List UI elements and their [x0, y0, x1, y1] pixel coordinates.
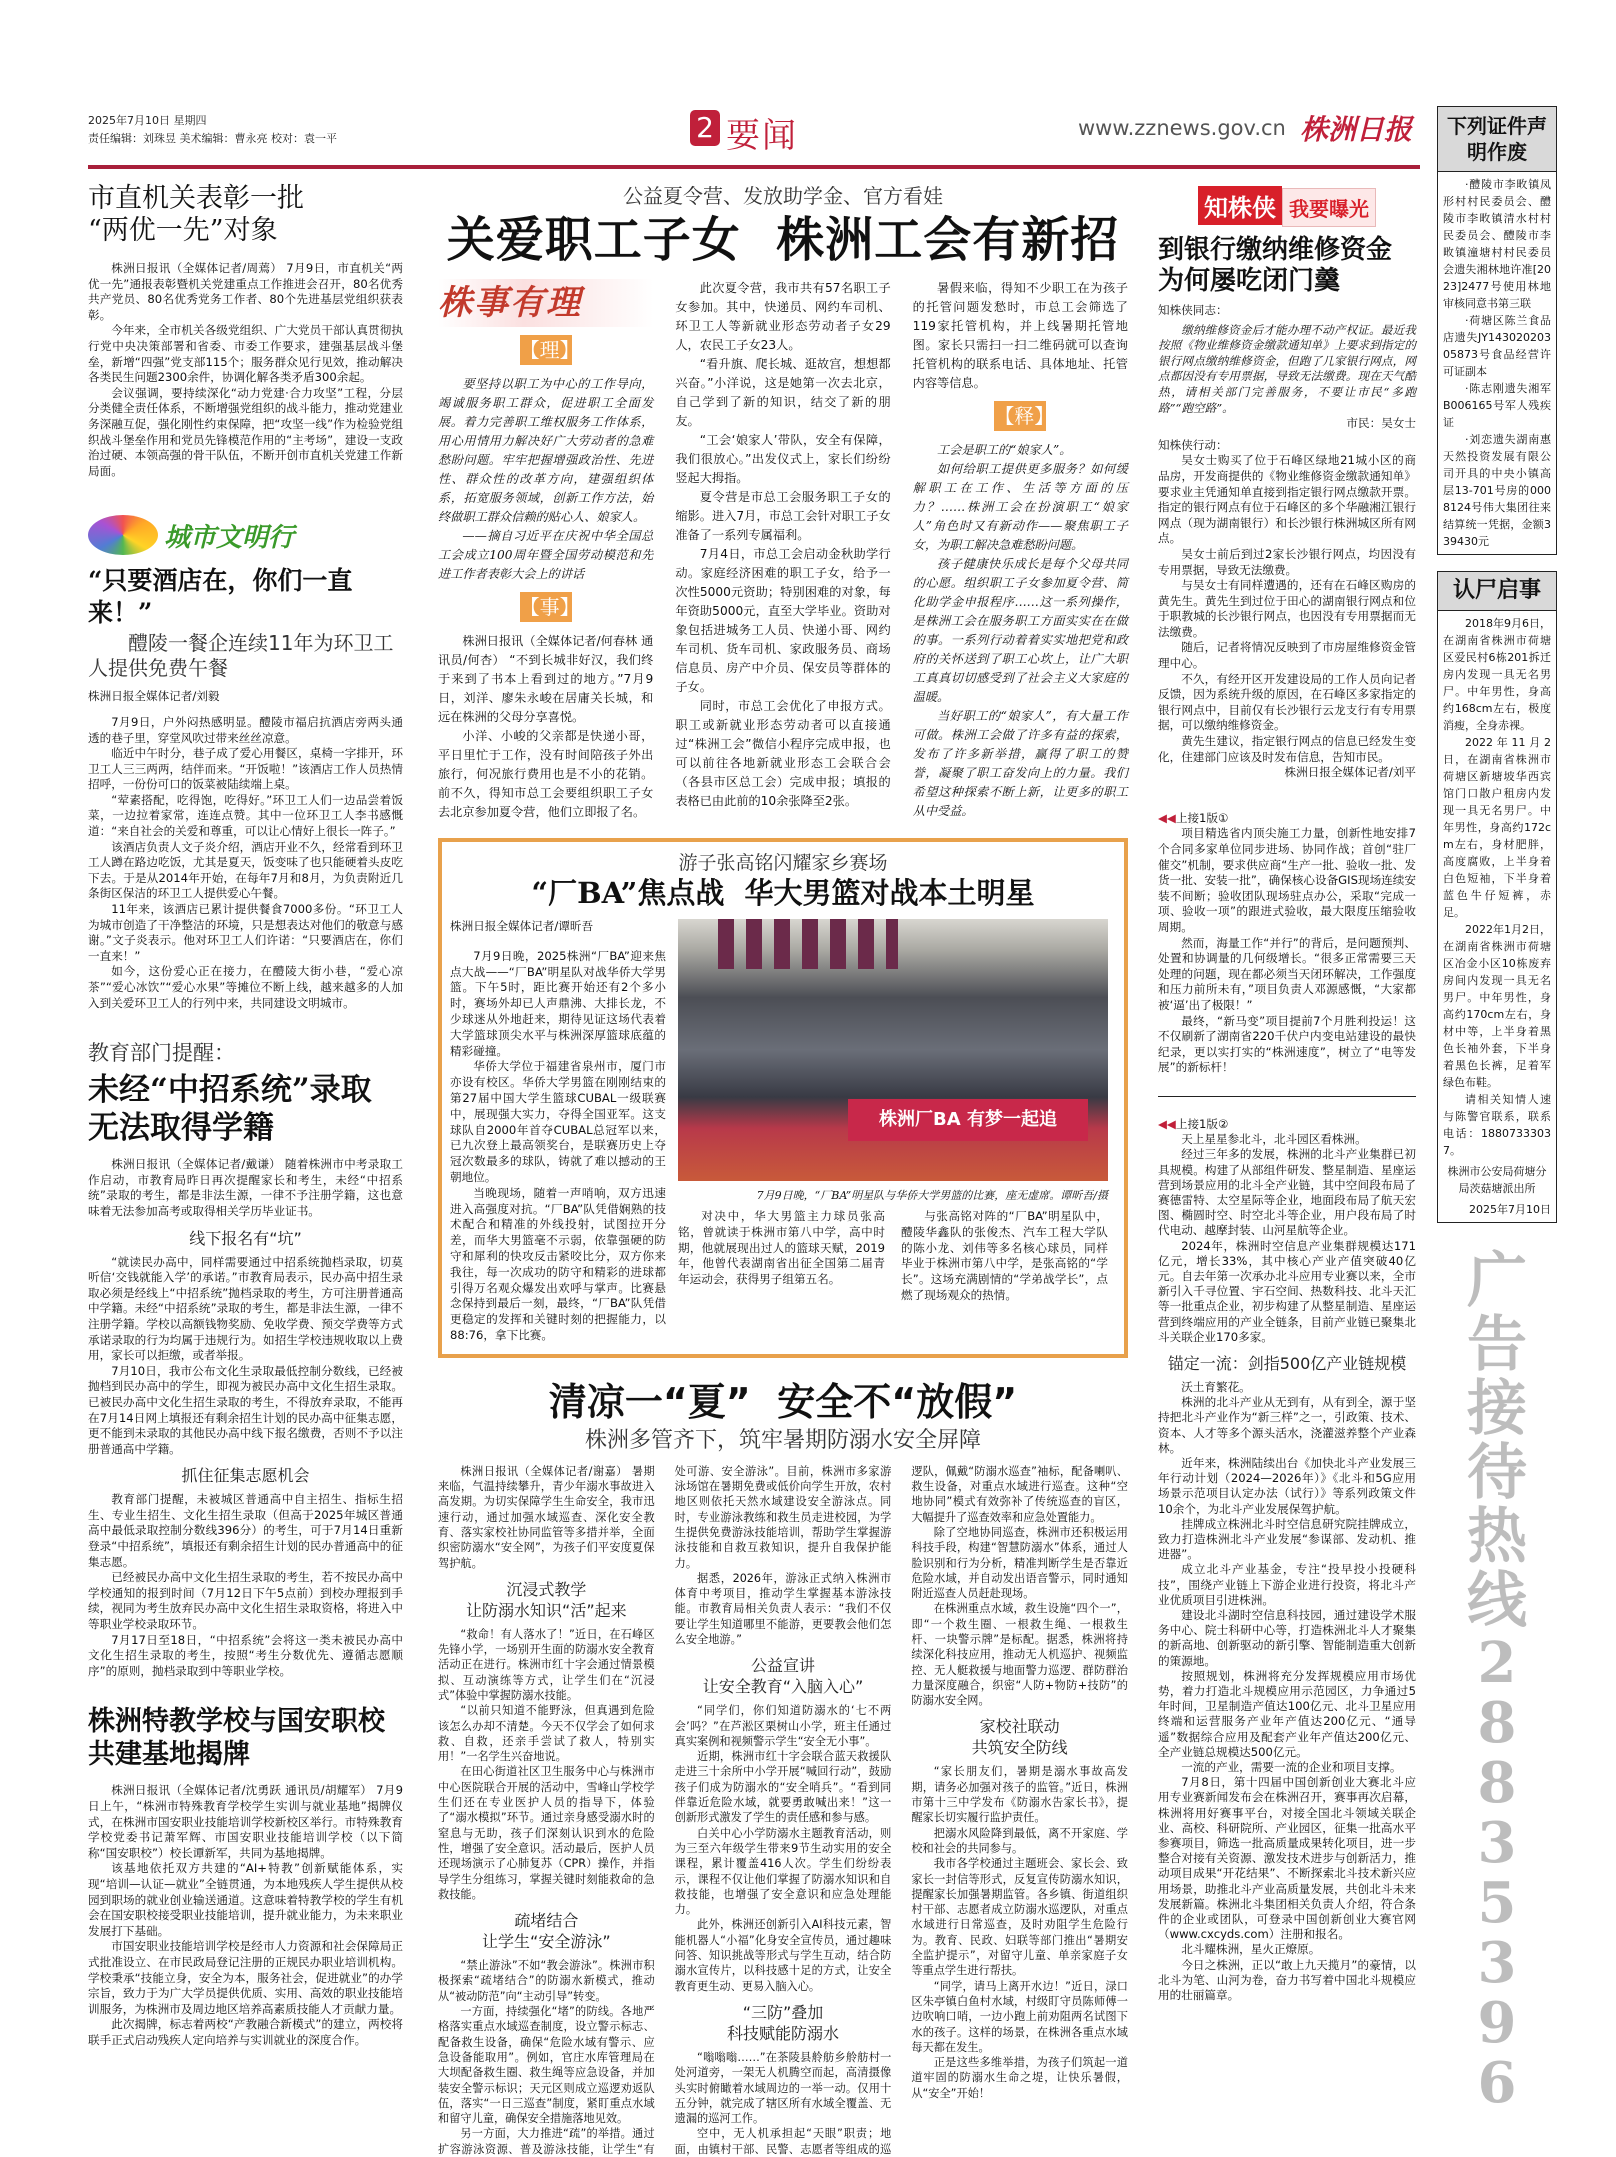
paragraph: 此外，株洲还创新引入AI科技元素，智能机器人“小福”化身安全宣传员，通过趣味问答、知识挑战等形式与学生互动，结合防溺水宣传片，以科技感十足的方式，让安全教育更生动、更易入脑入心。	[674, 1918, 892, 1993]
paragraph: “就读民办高中，同样需要通过中招系统抛档录取，切莫听信‘交钱就能入学’的承诺。”市教育局表示，民办高中招生录取必须是经线上“中招系统”抛档录取的考生，方可注册普通高中学籍。未经“中招系统”录取的考生，都是非法生源，一律不注册学籍。学校以高额钱物奖励、免收学费、预交学费等方式承诺录取的行为均属于违规行为。如招生学校违规收取以上费用，家长可以拒缴，或者举报。	[88, 1254, 403, 1363]
paragraph: 北斗耀株洲，星火正燎原。	[1181, 1942, 1321, 1957]
headline-line: 市直机关表彰一批	[88, 183, 304, 214]
paragraph: 会议强调，要持续深化“动力党建·合力攻坚”工程，分层分类健全责任体系，不断增强党组织的战斗能力，推动党建业务深融互促，强化刚性约束保障，把“攻坚一线”作为检验党组织战斗堡垒作用和党员先锋模范作用的“主考场”，建设一支政治过硬、本领高强的骨干队伍，不断开创市直机关党建工作新局面。	[88, 385, 403, 478]
article-body	[88, 715, 403, 1011]
paragraph: 把溺水风险降到最低，离不开家庭、学校和社会的共同参与。	[911, 1826, 1128, 1855]
photo-caption: 7月9日晚，“厂BA”明星队与华侨大学男篮的比赛，座无虚席。谭昕吾/摄	[756, 1189, 1108, 1202]
safety-article-header	[438, 1378, 1128, 1456]
paragraph: 市国安职业技能培训学校是经市人力资源和社会保障局正式批准设立、在市民政局登记注册的正规民办职业培训机构。学校秉承“技能立身，安全为本，服务社会，促进就业”的办学宗旨，致力于为广大学员提供优质、实用、高效的职业技能培训服务，为株洲市及周边地区培养高素质技能人才贡献力量。	[88, 1939, 403, 2016]
lost-documents-notice	[1437, 106, 1557, 555]
paragraph: 在田心街道社区卫生服务中心与株洲市中心医院联合开展的活动中，雪峰山学校学生们还在专业医护人员的指导下，体验了“溺水模拟”环节。通过亲身感受溺水时的窒息与无助，孩子们深刻认识到水的危险性，增强了安全意识。活动最后，医护人员还现场演示了心肺复苏（CPR）操作，并指导学生分组练习，掌握关键时刻能救命的急救技能。	[438, 1765, 655, 1901]
paragraph: 挂牌成立株洲北斗时空信息研究院挂牌成立，致力打造株洲北斗产业发展“参谋部、发动机、推进器”。	[1158, 1516, 1416, 1562]
paragraph: 此次揭牌，标志着两校“产教融合新模式”的建立，两校将联手正式启动残疾人定向培养与实训就业的深度合作。	[88, 2017, 403, 2047]
label-text: 上接1版①	[1175, 810, 1229, 825]
article-special-school	[88, 1705, 403, 2048]
commentary-body	[913, 441, 1128, 821]
paragraph: ·刘恋遗失湖南惠天然投资发展有限公司开具的中央小镇高层13-701号房的0008124号伟大集团往来结算统一凭据，金额339430元	[1443, 433, 1551, 548]
headline	[88, 1071, 403, 1147]
paragraph: 与张高铭对阵的“厂BA”明星队中，醴陵华鑫队的张俊杰、汽车工程大学队的陈小龙、刘伟等多名核心球员，同样毕业于株洲市第八中学，是张高铭的“学长”。这场充满剧情的“学弟战学长”，点燃了现场观众的热情。	[901, 1209, 1108, 1302]
paragraph: 我市各学校通过主题班会、家长会、致家长一封信等形式，反复宣传防溺水知识，提醒家长加强暑期监管。各乡镇、街道组织村干部、志愿者成立防溺水巡逻队，对重点水域进行日常巡查，及时劝阻学生危险行为。教育、民政、妇联等部门推出“暑期安全监护提示”，对留守儿童、单亲家庭子女等重点学生进行帮扶。	[911, 1857, 1128, 1978]
paragraph: “禁止游泳”不如“教会游泳”。株洲市积极探索“疏堵结合”的防溺水新模式，推动从“被动防范”向“主动引导”转变。	[438, 1959, 655, 2003]
column-logo: 株事有理	[438, 279, 653, 327]
reader-letter: 缴纳维修资金后才能办理不动产权证。最近我按照《物业维修资金缴款通知单》上要求到指定的银行网点缴纳维修资金，但跑了几家银行网点，网点都因没有专用票据，导致无法缴费。现在天气酷热，请相关部门完善服务，不要让市民“多跑路”“跑空路”。	[1158, 322, 1416, 415]
paragraph: 株洲日报讯（全媒体记者/戴谦） 随着株洲市中考录取工作启动，市教育局昨日再次提醒家长和考生，未经“中招系统”录取的考生，都是非法生源，一律不予注册学籍，这也意味着无法参加高考或取得相关学历毕业证书。	[88, 1157, 403, 1218]
paragraph: 如今，这份爱心正在接力，在醴陵大街小巷，“爱心凉茶”“爱心冰饮”“爱心水果”等摊位不断上线，越来越多的人加入到关爱环卫工人的行列中来，共同建设文明城市。	[88, 964, 403, 1010]
headline-line: 为何屡吃闭门羹	[1158, 266, 1341, 296]
logo-text: 城市文明行	[164, 523, 295, 554]
editor-credits: 责任编辑：刘珠昱 美术编辑：曹永亮 校对：袁一平	[88, 132, 337, 145]
paragraph: 经过三年多的发展，株洲的北斗产业集群已初具规模。构建了从部组件研发、整星制造、星座运营到场景应用的北斗全产业链，其中空间段布局了赛德雷特、太空星际等企业，地面段布局了航天宏图、椭圆时空、时空北斗等企业，用户段布局了时代电动、越摩封装、山河星航等企业。	[1158, 1147, 1416, 1238]
notice-title: 认尸启事	[1438, 572, 1556, 611]
byline: 株洲日报全媒体记者/刘毅	[88, 689, 220, 704]
paragraph: “工会‘娘家人’带队，安全有保障，我们很放心。”出发仪式上，家长们纷纷竖起大拇指。	[675, 433, 891, 485]
subheadline: 醴陵一餐企连续11年为环卫工人提供免费午餐	[88, 631, 394, 681]
paragraph: 株洲的北斗产业从无到有，从有到全，源于坚持把北斗产业作为“新三样”之一，引政策、技术、资本、人才等多个源头活水，浇灌滋养整个产业森林。	[1158, 1395, 1416, 1455]
headline: 清凉一“夏” 安全不“放假”	[548, 1379, 1018, 1424]
paragraph: 随后，记者将情况反映到了市房屋维修资金管理中心。	[1158, 640, 1416, 671]
paragraph: 吴女士前后到过2家长沙银行网点，均因没有专用票据，导致无法缴费。	[1158, 546, 1416, 577]
continued-article-1	[1158, 811, 1416, 1076]
paragraph: 近年来，株洲陆续出台《加快北斗产业发展三年行动计划（2024—2026年）》《北斗和5G应用场景示范项目认定办法（试行）》等系列政策文件10余个，为北斗产业发展保驾护航。	[1158, 1455, 1416, 1516]
ad-text: 广告接待热线	[1467, 1246, 1527, 1636]
paragraph: 近期，株洲市红十字会联合蓝天救援队走进三十余所中小学开展“喊回行动”，鼓励孩子们成为防溺水的“安全哨兵”。“看到同伴靠近危险水域，就要勇敢喊出来！”这一创新形式激发了学生的责任感和参与感。	[674, 1750, 892, 1825]
issue-date: 2025年7月10日 星期四	[88, 114, 207, 127]
photo-banner: 株洲厂BA 有梦一起追	[848, 1099, 1088, 1141]
paragraph: 然而，海量工作“并行”的背后，是问题预判、处置和协调量的几何级增长。“很多正常需要三天处理的问题，现在都必须当天闭环解决，工作强度和压力前所未有，”项目负责人邓源感慨，“大家都被‘逼’出了极限！”	[1158, 935, 1416, 1012]
headline: 关爱职工子女 株洲工会有新招	[446, 212, 1120, 268]
paragraph: 据悉，2026年，游泳正式纳入株洲市体育中考项目，推动学生掌握基本游泳技能。市教育局相关负责人表示：“我们不仅要让学生知道哪里不能游，更要教会他们怎么安全地游。”	[674, 1571, 892, 1646]
quote-body	[438, 375, 653, 584]
article-body	[88, 261, 403, 479]
greeting: 知株侠同志：	[1158, 303, 1228, 317]
paragraph: ·荷塘区陈兰食品店遗失JY14302020305873号食品经营许可证副本	[1443, 314, 1551, 378]
paragraph: 株洲日报讯（全媒体记者/何春林 通讯员/何杏） “不到长城非好汉，我们终于来到了书本上看到过的地方。”7月9日，刘洋、廖朱永峻在居庸关长城，和远在株洲的父母分享喜悦。	[438, 634, 654, 724]
headline: “厂BA”焦点战 华大男篮对战本土明星	[531, 876, 1035, 910]
paragraph: 7月17日至18日，“中招系统”会将这一类未被民办高中文化生招生录取的考生，按照“考生分数优先、遵循志愿顺序”的原则，抛档录取到中等职业学校。	[88, 1632, 403, 1678]
byline: 株洲日报全媒体记者/刘平	[1284, 765, 1416, 780]
left-column	[88, 183, 403, 2049]
article-free-lunch	[88, 509, 403, 1011]
paragraph: 教育部门提醒，未被城区普通高中自主招生、指标生招生、专业生招生、文化生招生录取（但高于2025年城区普通高中最低录取控制分数线396分）的考生，可于7月14日重新登录“中招系统”，填报还有剩余招生计划的民办普通高中的征集志愿。	[88, 1492, 403, 1569]
paragraph: 与吴女士有同样遭遇的，还有在石峰区购房的黄先生。黄先生到过位于田心的湖南银行网点和位于职教城的长沙银行网点，也因没有专用票据而无法缴费。	[1158, 578, 1416, 639]
center-column	[438, 180, 1128, 2157]
paragraph: 11年来，该酒店已累计提供餐食7000多份。“环卫工人为城市创造了干净整洁的环境，只是想表达对他们的敬意与感谢。”文子炎表示。他对环卫工人们许诺：“只要酒店在，你们一直来！”	[88, 902, 403, 963]
paragraph: 7月4日，市总工会启动金秋助学行动。家庭经济困难的职工子女，给予一次性5000元资助；特别困难的对象，每年资助5000元，直至大学毕业。资助对象包括进城务工人员、快递小哥、网约车司机、货车司机、家政服务员、商场信息员、房产中介员、保安员等群体的子女。	[675, 547, 891, 694]
paragraph: 在株洲重点水域，救生设施“四个一”，即“一个救生圈、一根救生绳、一根救生杆、一块警示牌”是标配。据悉，株洲将持续深化科技应用，推动无人机巡护、视频监控、无人艇救援与地面警力巡逻、群防群治力量深度融合，织密“人防+物防+技防”的防溺水安全网。	[911, 1602, 1128, 1708]
section-tag-shi2: 【释】	[994, 401, 1046, 431]
ad-hotline	[1465, 1246, 1529, 2116]
paragraph: 2022年11月2日，在湖南省株洲市荷塘区新塘坡华西宾馆门口散户租房内发现一具无名男尸。中年男性，身高约172cm左右，身材肥胖，高度腐败，上半身着白色短袖，下半身着蓝色牛仔短裤，赤足。	[1443, 736, 1551, 919]
paragraph: 吴女士购买了位于石峰区绿地21城小区的商品房，开发商提供的《物业维修资金缴款通知单》要求业主凭通知单直接到指定银行网点缴款开票。指定的银行网点有位于石峰区的多个华融湘江银行网点（现为湖南银行）和长沙银行株洲城区所有网点。	[1158, 453, 1416, 546]
logo-swirl-icon	[88, 515, 158, 555]
subheading: 沉浸式教学 让防溺水知识“活”起来	[466, 1579, 627, 1620]
paragraph: “同学，请马上离开水边！”近日，渌口区朱亭镇白鱼村水域，村级盯守员陈师傅一边吹响口哨，一边小跑上前劝阻两名试图下水的孩子。这样的场景，在株洲各重点水域每天都在发生。	[911, 1979, 1128, 2054]
subheading: 抓住征集志愿机会	[181, 1466, 310, 1486]
paragraph: 夏令营是市总工会服务职工子女的缩影。进入7月，市总工会针对职工子女准备了一系列专属福利。	[675, 490, 891, 542]
paragraph: 暑假来临，得知不少职工在为孩子的托管问题发愁时，市总工会筛选了119家托管机构，并上线暑期托管地图。家长只需扫一扫二维码就可以查询托管机构的联系电话、具体地址、托管内容等信息。	[912, 281, 1128, 390]
paragraph: 当晚现场，随着一声哨响，双方迅速进入高强度对抗。“厂BA”队凭借娴熟的技术配合和精准的外线投射，试图拉开分差，而华大男篮毫不示弱，依靠强硬的防守和犀利的快攻反击紧咬比分，双方你来我往，每一次成功的防守和精彩的进球都引得万名观众爆发出欢呼与掌声。比赛悬念保持到最后一刻，最终，“厂BA”队凭借更稳定的发挥和关键时刻的把握能力，以88:76，拿下比赛。	[450, 1185, 666, 1342]
paragraph: 对决中，华大男篮主力球员张高铭，曾就读于株洲市第八中学，高中时期，他就展现出过人的篮球天赋，2019年，他曾代表湖南省出征全国第二届青年运动会，获得男子组第五名。	[678, 1209, 885, 1287]
article-left-col	[450, 919, 666, 1344]
paragraph: ·醴陵市李畋镇凤形村村民委员会、醴陵市李畋镇清水村村民委员会、醴陵市李畋镇潼塘村村民委员会遗失湘林地许准[2023]2477号使用林地审核同意书第三联	[1443, 178, 1551, 310]
banner-flags	[718, 919, 898, 969]
article-party-commendation	[88, 183, 403, 479]
paragraph: 请相关知情人速与陈警官联系，联系电话：18807333037。	[1443, 1093, 1551, 1157]
headline-line: 到银行缴纳维修资金	[1158, 235, 1393, 265]
article-body	[1158, 826, 1416, 1076]
paragraph: 临近中午时分，巷子成了爱心用餐区，桌椅一字排开，环卫工人三三两两，结伴而来。“开饭啦！”该酒店工作人员热情招呼，一份份可口的饭菜被陆续端上桌。	[88, 746, 403, 792]
notice-issuer: 株洲市公安局荷塘分局茨菇塘派出所	[1447, 1165, 1547, 1195]
paragraph: 2022年1月2日，在湖南省株洲市荷塘区冶金小区10栋废弃房间内发现一具无名男尸。中年男性，身高约170cm左右，身材中等，上半身着黑色长袖外套，下半身着黑色长裤，足着军绿色布鞋。	[1443, 923, 1551, 1089]
logo-left: 知株侠	[1198, 186, 1282, 225]
paragraph: 一方面，持续强化“堵”的防线。各地严格落实重点水域巡查制度，设立警示标志、配备救生设备，确保“危险水域有警示、应急设备能取用”。例如，官庄水库管理局在大坝配备救生圈、救生绳等应急设备，并加装安全警示标识；天元区则成立巡逻劝返队伍，落实“一日三巡查”制度，紧盯重点水域和留守儿童，确保安全措施落地见效。	[438, 2005, 655, 2126]
paragraph: “荤素搭配，吃得饱，吃得好。”环卫工人们一边品尝着饭菜，一边拉着家常，连连点赞。其中一位环卫工人李书感慨道：“来自社会的关爱和尊重，可以让心情好上很长一阵子。”	[88, 792, 403, 839]
section-title: 要闻	[726, 116, 798, 156]
masthead-logo: 株洲日报	[1300, 113, 1413, 146]
paragraph: 黄先生建议，指定银行网点的信息已经发生变化，住建部门应该及时发布信息，告知市民。	[1158, 734, 1416, 764]
logo-right: 我要曝光	[1282, 188, 1376, 227]
paragraph: 白关中心小学防溺水主题教育活动，则为三至六年级学生带来9节生动实用的安全课程，累计覆盖416人次。学生们纷纷表示，课程不仅让他们掌握了防溺水知识和自救技能，也增强了安全意识和应急处理能力。	[674, 1826, 892, 1917]
notice-items	[1438, 611, 1556, 1163]
paragraph: 除了空地协同巡查，株洲市还积极运用科技手段，构建“智慧防溺水”体系，通过人脸识别和行为分析，精准判断学生是否靠近危险水域，并自动发出语音警示，同时通知附近巡查人员赶赴现场。	[911, 1525, 1128, 1601]
paragraph: 正是这些多维举措，为孩子们筑起一道道牢固的防溺水生命之堤，让快乐暑假，从“安全”开始！	[911, 2056, 1128, 2100]
paragraph: 另一方面，大力推进“疏”的举措。通过扩容游泳资源、普及游泳技能，让学生“有处可游、安全游泳”。目前，株洲市多家游泳场馆在暑期免费或低价向学生开放，农村地区则依托天然水域建设安全游泳点。同时，专业游泳教练和救生员走进校园，为学生提供免费游泳技能培训，帮助学生掌握游泳技能和自救互救知识，提升自我保护能力。	[438, 1464, 892, 2156]
kicker: 游子张高铭闪耀家乡赛场	[678, 852, 888, 874]
paragraph: 按照规划，株洲将充分发挥规模应用市场优势，着力打造北斗规模应用示范园区，力争通过5年时间，卫星制造产值达100亿元、北斗卫星应用终端和运营服务产业年产值达200亿元、“通导遥”数据综合应用及配套产业年产值达200亿元、全产业链总规模达500亿元。	[1158, 1668, 1416, 1759]
section-tag-shi: 【事】	[520, 592, 572, 622]
paragraph: “以前只知道不能野泳，但真遇到危险该怎么办却不清楚。今天不仅学会了如何求救、自救，还亲手尝试了救人，特别实用！”一名学生兴奋地说。	[438, 1704, 655, 1764]
paragraph: 该酒店负责人文子炎介绍，酒店开业不久，经常看到环卫工人蹲在路边吃饭，尤其是夏天，饭变味了也只能硬着头皮吃下去。于是从2014年开始，在每年7月和8月，为负责附近几条街区保洁的环卫工人提供爱心午餐。	[88, 839, 403, 901]
article-body	[88, 1783, 403, 2048]
right-column	[1158, 186, 1416, 2003]
paragraph: 今年来，全市机关各级党组织、广大党员干部认真贯彻执行党中央决策部署和省委、市委工作要求，建强基层战斗堡垒，新增“四强”党支部115个；服务群众见行见效，推动解决各类民生问题2300余件，协调化解各类矛盾300余起。	[88, 323, 403, 385]
article-enrollment	[88, 1037, 403, 1679]
paragraph: 7月9日晚，2025株洲“厂BA”迎来焦点大战——“厂BA”明星队对战华侨大学男篮。下午5时，距比赛开始还有2个多小时，赛场外却已人声鼎沸、大排长龙，不少球迷从外地赶来，期待见证这场代表着大学篮球顶尖水平与株洲深厚篮球底蕴的精彩碰撞。	[450, 948, 666, 1058]
paragraph: “同学们，你们知道防溺水的‘七不两会’吗？”在芦淞区栗树山小学，班主任通过真实案例和视频警示学生“安全无小事”。	[674, 1704, 892, 1748]
section-tag-li: 【理】	[520, 335, 572, 365]
double-arrow-icon: ◀◀	[1158, 810, 1176, 825]
paragraph: 孩子健康快乐成长是每个父母共同的心愿。组织职工子女参加夏令营、简化助学金申报程序……这一系列操作，是株洲工会在服务职工方面实实在在做的事。一系列行动着着实实地把党和政府的关怀送到了职工心坎上，让广大职工真真切切感受到了社会主义大家庭的温暖。	[912, 557, 1128, 704]
paragraph: 空中，无人机承担起“天眼”职责；地面，由镇村干部、民警、志愿者等组成的巡逻队，佩戴“防溺水巡查”袖标，配备喇叭、救生设备，对重点水域进行巡查。这种“空地协同”模式有效弥补了传统巡查的盲区，大幅提升了巡查效率和应急处置能力。	[674, 1464, 1128, 2156]
article-body	[88, 1157, 403, 1679]
paragraph: “看升旗、爬长城、逛故宫，想想都兴奋。”小洋说，这是她第一次去北京，自己学到了新的知识，结交了新的朋友。	[675, 357, 891, 428]
paragraph: 成立北斗产业基金，专注“投早投小投硬科技”，围绕产业链上下游企业进行投资，将北斗产业优质项目引进株洲。	[1158, 1562, 1416, 1607]
paragraph: 要坚持以职工为中心的工作导向，竭诚服务职工群众，促进职工全面发展。着力完善职工维权服务工作体系，用心用情用力解决好广大劳动者的急难愁盼问题。牢牢把握增强政治性、先进性、群众性的改革方向，建强组织体系，拓宽服务领域，创新工作方法，始终做职工群众信赖的贴心人、娘家人。	[438, 377, 654, 524]
paragraph: 不久，有经开区开发建设局的工作人员向记者反馈，因为系统升级的原因，在石峰区多家指定的银行网点中，目前仅有长沙银行云龙支行有专用票据，可以缴纳维修资金。	[1158, 671, 1416, 733]
basketball-arena-photo	[678, 919, 1108, 1181]
article-body-continued	[678, 1209, 1108, 1304]
page-number-badge: 2	[690, 110, 720, 146]
paragraph: ——摘自习近平在庆祝中华全国总工会成立100周年暨全国劳动模范和先进工作者表彰大会上的讲话	[438, 529, 654, 581]
paragraph: 如何给职工提供更多服务？如何缓解职工在工作、生活等方面的压力？……株洲工会在扮演职工“娘家人”角色时又有新动作——聚焦职工子女，为职工解决急难愁盼问题。	[912, 462, 1128, 552]
paragraph: 7月9日，户外闷热感明显。醴陵市福启抗酒店旁两头通透的巷子里，穿堂风吹过带来丝丝凉意。	[88, 714, 403, 745]
paragraph: “救命！有人落水了！”近日，在石峰区先锋小学，一场别开生面的防溺水安全教育活动正在进行。株洲市红十字会通过情景模拟、互动演练等方式，让学生们在“沉浸式”体验中掌握防溺水技能。	[438, 1627, 655, 1702]
headline	[1158, 235, 1416, 297]
civilization-logo	[88, 509, 403, 561]
label-text: 上接1版②	[1175, 1116, 1229, 1131]
headline-line: 株洲特教学校与国安职校	[88, 1706, 385, 1738]
subheading: 疏堵结合 让学生“安全游泳”	[482, 1911, 611, 1952]
headline-line: 未经“中招系统”录取	[88, 1072, 372, 1109]
article-right-col	[678, 919, 1108, 1344]
kicker: 教育部门提醒：	[88, 1041, 235, 1066]
basketball-article-grid	[450, 919, 1116, 1344]
ad-phone: 28835396	[1477, 1630, 1517, 2116]
subheading: 锚定一流：剑指500亿产业链规模	[1167, 1353, 1407, 1373]
safety-article-body	[438, 1464, 1128, 2157]
notice-title: 下列证件声明作废	[1438, 107, 1556, 172]
double-arrow-icon: ◀◀	[1158, 1116, 1176, 1131]
continued-article-2	[1158, 1117, 1416, 2003]
paragraph: 建设北斗湖时空信息科技园，通过建设学术服务中心、院士科研中心等，打造株洲北斗人才聚集的新高地、创新驱动的新引擎、智能制造重大创新的策源地。	[1158, 1608, 1416, 1668]
article-body	[1158, 1132, 1416, 2003]
paragraph: 工会是职工的“娘家人”。	[937, 443, 1072, 457]
article-body	[450, 949, 666, 1344]
paragraph: “嗡嗡嗡……”在茶陵县舲舫乡舲舫村一处河道旁，一架无人机腾空而起，高清摄像头实时俯瞰着水域周边的一举一动。仅用十五分钟，就完成了辖区所有水域全覆盖、无遗漏的巡河工作。	[674, 2050, 892, 2126]
paragraph: 华侨大学位于福建省泉州市，厦门市亦设有校区。华侨大学男篮在刚刚结束的第27届中国大学生篮球CUBAL一级联赛中，展现强大实力，夺得全国亚军。这支球队自2000年首夺CUBAL总冠军以来，已九次登上最高领奖台，是联赛历史上夺冠次数最多的球队，铸就了难以撼动的王朝地位。	[450, 1059, 666, 1184]
lead-article-header	[438, 180, 1128, 271]
article-repair-fund	[1158, 186, 1416, 781]
notice-date: 2025年7月10日	[1469, 1203, 1551, 1216]
headline: “只要酒店在，你们一直来！”	[88, 566, 353, 628]
paragraph: 7月8日，第十四届中国创新创业大赛北斗应用专业赛新闻发布会在株洲召开，赛事再次启幕，株洲将用好赛事平台，对接全国北斗领域关联企业、高校、科研院所、产业园区，征集一批高水平参赛项目，筛选一批高质量成果转化项目，进一步整合对接有关资源、激发技术进步与创新活力，推动项目成果“开花结果”、不断探索北斗技术新兴应用场景，助推北斗产业高质量发展，共创北斗未来发展新篇。株洲北斗集团相关负责人介绍，符合条件的企业或团队，可登录中国创新创业大赛官网（www.cxcyds.com）注册和报名。	[1158, 1775, 1416, 1942]
kicker: 公益夏令营、发放助学金、官方看娃	[623, 184, 943, 208]
subheading: 公益宣讲 让安全教育“入脑入心”	[702, 1656, 864, 1697]
divider	[1158, 1096, 1416, 1097]
subheading: 家校社联动 共筑安全防线	[971, 1717, 1068, 1758]
paragraph: 株洲日报讯（全媒体记者/谢嘉） 暑期来临，气温持续攀升，青少年溺水事故进入高发期。为切实保障学生生命安全，我市迅速行动，通过加强水域巡查、深化安全教育、落实家校社协同监管等多措并举，全面织密防溺水“安全网”，为孩子们平安度夏保驾护航。	[438, 1464, 655, 1570]
subheading: 线下报名有“坑”	[189, 1228, 302, 1248]
header-divider	[88, 165, 1420, 169]
paragraph: 小洋、小峻的父亲都是快递小哥，平日里忙于工作，没有时间陪孩子外出旅行，何况旅行费用也是不小的花销。前不久，得知市总工会要组织职工子女去北京参加夏令营，他们立即报了名。	[438, 729, 654, 819]
paragraph: 株洲日报讯（全媒体记者/沈勇跃 通讯员/胡耀军） 7月9日上午，“株洲市特殊教育学校学生实训与就业基地”揭牌仪式，在株洲市国安职业技能培训学校新校区举行。市特殊教育学校党委书记萧军辉、市国安职业技能培训学校（以下简称“国安职校”）校长谭新军，共同为基地揭牌。	[88, 1783, 403, 1860]
action-label: 知株侠行动：	[1158, 437, 1228, 452]
expose-logo	[1158, 186, 1416, 227]
continued-label	[1158, 1117, 1416, 1132]
paragraph: 项目精选省内顶尖施工力量，创新性地安排7个合同多家单位同步进场、协同作战；首创“驻厂催交”机制，要求供应商“生产一批、验收一批、发货一批、安装一批”，确保核心设备GIS现场连续安装不间断；验收团队现场驻点办公，采取“完成一项、验收一项”的跟进式验收，最大限度压缩验收周期。	[1158, 826, 1416, 934]
headline-line: 共建基地揭牌	[88, 1739, 250, 1771]
headline-line: 无法取得学籍	[88, 1110, 274, 1147]
headline-line: “两优一先”对象	[88, 215, 278, 246]
paragraph: 天上星星参北斗，北斗园区看株洲。	[1181, 1132, 1367, 1147]
paragraph: 此次夏令营，我市共有57名职工子女参加。其中，快递员、网约车司机、环卫工人等新就业形态劳动者子女29人，农民工子女23人。	[675, 281, 891, 352]
subheadline: 株洲多管齐下，筑牢暑期防溺水安全屏障	[584, 1427, 981, 1453]
lead-article-body	[438, 279, 1128, 822]
notice-items	[1438, 172, 1556, 554]
paragraph: “家长朋友们，暑期是溺水事故高发期，请务必加强对孩子的监管。”近日，株洲市第十三中学发布《防溺水告家长书》，提醒家长切实履行监护责任。	[911, 1765, 1128, 1825]
paragraph: 已经被民办高中文化生招生录取的考生，若不按民办高中学校通知的报到时间（7月12日下午5点前）到校办理报到手续，视同为考生放弃民办高中文化生招生录取资格，将进入中等职业学校录取环节。	[88, 1570, 403, 1632]
paragraph: 株洲日报讯（全媒体记者/周蔫） 7月9日，市直机关“两优一先”通报表彰暨机关党建重点工作推进会召开，80名优秀共产党员、80名优秀党务工作者、80个先进基层党组织获表彰。	[88, 261, 403, 322]
paragraph: 2024年，株洲时空信息产业集群规模达171亿元，增长33%，其中核心产业产值突破40亿元。自去年第一次承办北斗应用专业赛以来，全市新引入千寻位置、宇石空间、热数科技、北斗天汇等一批重点企业，初步构建了从整星制造、星座运营到终端应用的产业全链条，目前产业链已聚集北斗关联企业170多家。	[1158, 1238, 1416, 1344]
letter-signer: 市民：吴女士	[1346, 416, 1416, 431]
basketball-article-box	[438, 838, 1128, 1358]
paragraph: 该基地依托双方共建的“AI+特教”创新赋能体系，实现“培训—认证—就业”全链贯通，为本地残疾人学生提供从校园到职场的就业创业输送通道。这意味着特教学校的学生有机会在国安职校接受职业技能培训，提升就业能力，为未来职业发展打下基础。	[88, 1861, 403, 1938]
paragraph: 今日之株洲，正以“敢上九天揽月”的豪情，以北斗为笔、山河为卷，奋力书写着中国北斗规模应用的壮丽篇章。	[1158, 1957, 1416, 2003]
paragraph: 当好职工的“娘家人”，有大量工作可做。株洲工会做了许多有益的探索，发布了许多新举措，赢得了职工的赞誉，凝聚了职工奋发向上的力量。我们希望这种探索不断上新，让更多的职工从中受益。	[912, 709, 1128, 818]
far-right-column	[1437, 106, 1557, 2116]
paragraph: ·陈志刚遗失湘军B006165号军人残疾证	[1443, 382, 1551, 429]
paragraph: 同时，市总工会优化了申报方式。职工或新就业形态劳动者可以直接通过“株洲工会”微信小程序完成申报，也可以前往各地新就业形态工会联合会（各县市区总工会）完成申报；填报的表格已由此前的10余张降至2张。	[675, 699, 891, 808]
paragraph: 沃土育繁花。	[1181, 1379, 1251, 1394]
headline	[88, 1705, 403, 1771]
body-identification-notice	[1437, 571, 1557, 1223]
byline: 株洲日报全媒体记者/谭昕吾	[450, 919, 594, 933]
subheading: “三防”叠加 科技赋能防溺水	[726, 2002, 839, 2043]
article-body	[1158, 453, 1416, 765]
paragraph: 最终，“新马变”项目提前7个月胜利投运！这不仅刷新了湖南省220千伏户内变电站建设的最快纪录，更以实打实的“株洲速度”，树立了“电等发展”的新标杆！	[1158, 1013, 1416, 1075]
site-url[interactable]: www.zznews.gov.cn	[1078, 116, 1286, 140]
paragraph: 一流的产业，需要一流的企业和项目支撑。	[1181, 1760, 1402, 1775]
paragraph: 7月10日，我市公布文化生录取最低控制分数线，已经被抛档到民办高中的学生，即视为被民办高中文化生招生录取。已被民办高中文化生招生录取的考生，不得放弃录取，不能再在7月14日网上填报还有剩余招生计划的民办高中征集志愿，更不能到未录取的其他民办高中线下报名缴费，否则不予以注册普通高中学籍。	[88, 1363, 403, 1456]
headline	[88, 183, 403, 247]
paragraph: 2018年9月6日，在湖南省株洲市荷塘区爱民村6栋201拆迁房内发现一具无名男尸。中年男性，身高约168cm左右，极度消瘦，全身赤裸。	[1443, 617, 1551, 732]
continued-label	[1158, 811, 1416, 827]
